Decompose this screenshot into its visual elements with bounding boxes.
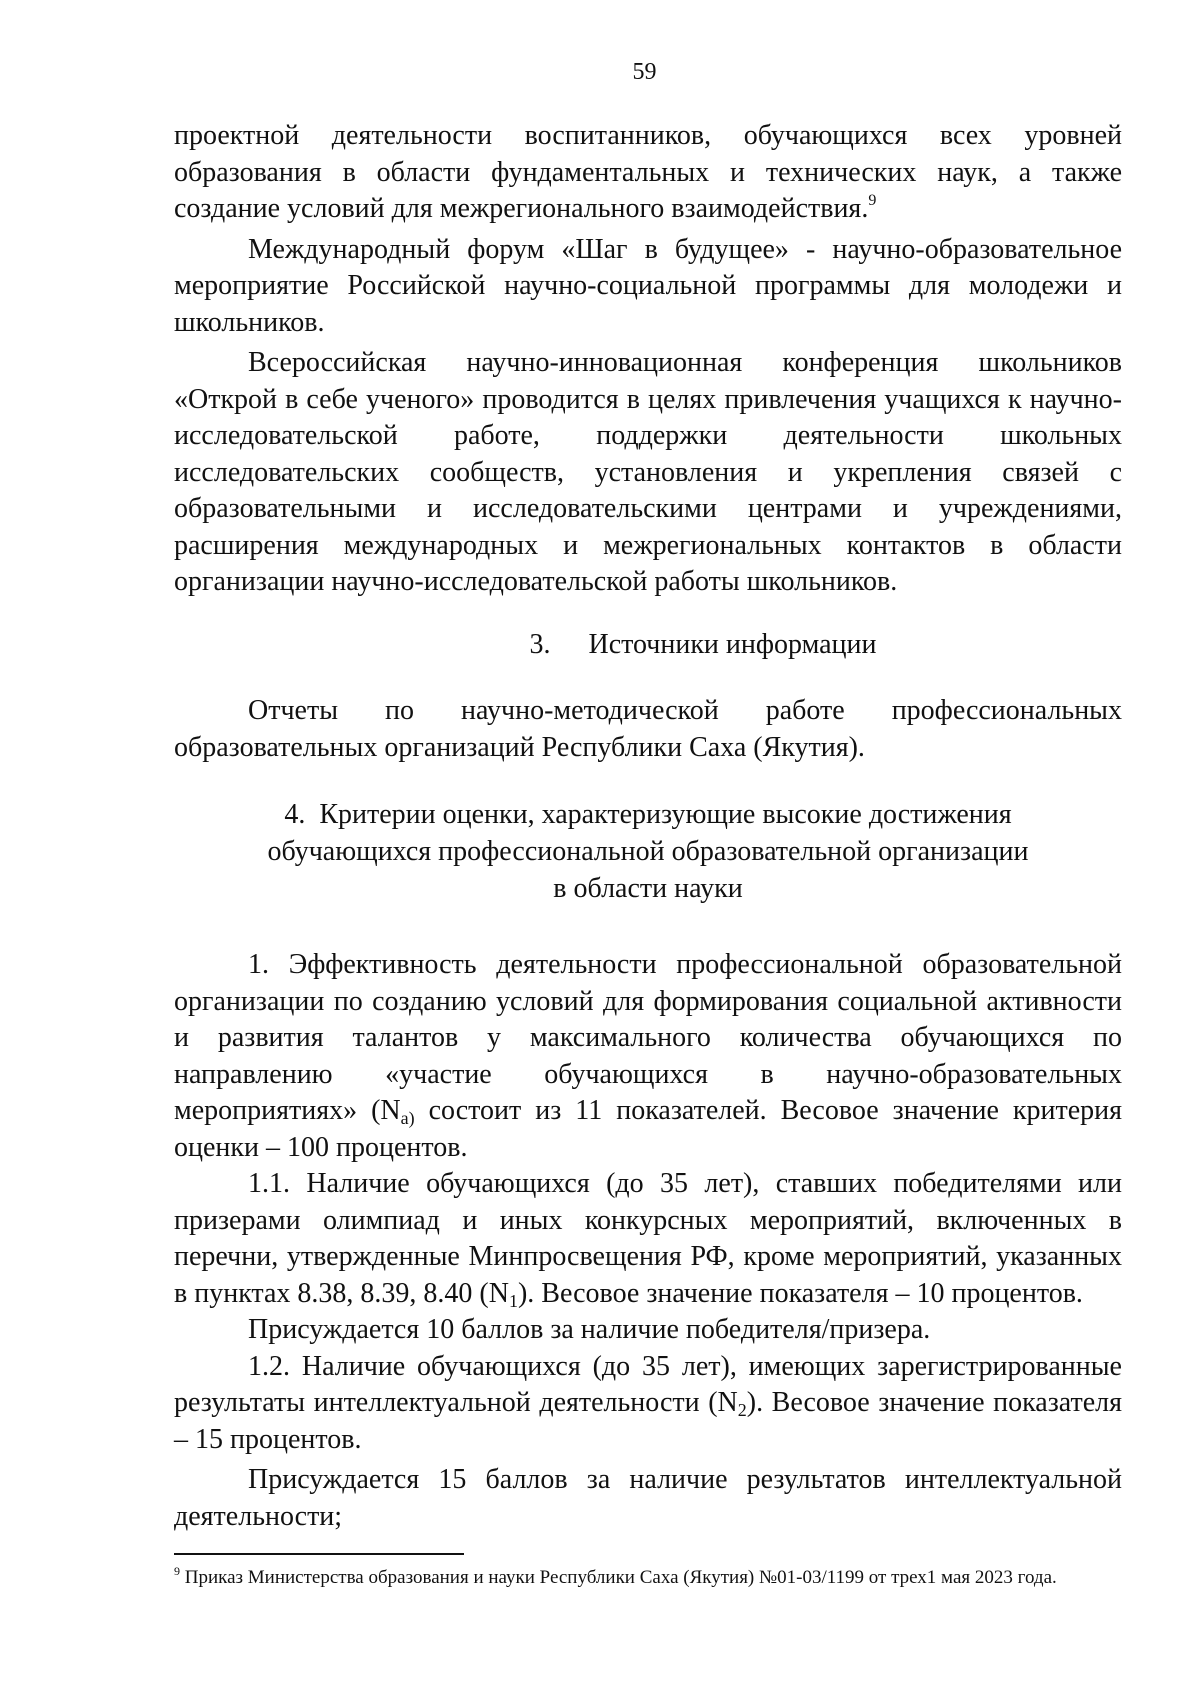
subscript: 1	[508, 1290, 518, 1311]
section-title-line: обучающихся профессиональной образовательной организации	[267, 836, 1029, 867]
footnote-reference: 9	[868, 192, 877, 209]
footnote-text: Приказ Министерства образования и науки Республики Саха (Якутия) №01-03/1199 от трех1 мая 2023 года.	[180, 1567, 1057, 1588]
paragraph-text: проектной деятельности воспитанников, обучающихся всех уровней образования в области фундаментальных и технических наук, а также создание условий для межрегионального взаимодействия.	[174, 120, 1122, 224]
subscript: a)	[400, 1108, 415, 1128]
section-heading-criteria	[174, 796, 1122, 907]
section-title: Источники информации	[588, 628, 877, 660]
section-number: 4.	[284, 799, 306, 830]
paragraph-forum: Международный форум «Шаг в будущее» - научно-образовательное мероприятие Российской научно-социальной программы для молодежи и школьников.	[174, 233, 1122, 338]
paragraph-sources: Отчеты по научно-методической работе профессиональных образовательных организаций Республики Саха (Якутия).	[174, 695, 1122, 763]
paragraph-indicator-1-1: 1.1. Наличие обучающихся (до 35 лет), ставших победителями или призерами олимпиад и иных конкурсных мероприятий, включенных в перечни, утвержденные Минпросвещения РФ, кроме мероприятий, указанных в пунктах 8.38, 8.39, 8.40 $(N_1)$. Весовое значение показателя – 10 процентов.	[174, 1168, 1122, 1311]
footnote-marker: 9	[174, 1564, 180, 1578]
footnote	[174, 1566, 1134, 1590]
page-number: 59	[632, 59, 657, 85]
section-heading-sources	[174, 627, 1122, 664]
paragraph-award-2: Присуждается 15 баллов за наличие результатов интеллектуальной деятельности;	[174, 1464, 1122, 1532]
paragraph-indicator-1-2: 1.2. Наличие обучающихся (до 35 лет), имеющих зарегистрированные результаты интеллектуальной деятельности $(N_2)$. Весовое значение показателя – 15 процентов.	[174, 1350, 1122, 1455]
section-number: 3.	[529, 628, 551, 660]
document-body	[174, 118, 1122, 1535]
footnote-separator	[174, 1553, 464, 1555]
paragraph-award-1: Присуждается 10 баллов за наличие победителя/призера.	[248, 1314, 931, 1345]
subscript: 2	[737, 1400, 747, 1420]
paragraph-conference: Всероссийская научно-инновационная конференция школьников «Открой в себе ученого» проводится в целях привлечения учащихся к научно-исследовательской работе, поддержки деятельности школьных исследовательских сообществ, установления и укрепления связей с образовательными и исследовательскими центрами и учреждениями, расширения международных и межрегиональных контактов в области организации научно-исследовательской работы школьников.	[174, 347, 1122, 597]
paragraph-criterion-1: 1. Эффективность деятельности профессиональной образовательной организации по созданию условий для формирования социальной активности и развития талантов у максимального количества обучающихся по направлению «участие обучающихся в научно-образовательных мероприятиях» ($N_{a)}$ состоит из 11 показателей. Весовое значение критерия оценки – 100 процентов.	[174, 949, 1123, 1163]
paragraph-continuation	[174, 118, 1122, 228]
section-title-line: 4. Критерии оценки, характеризующие высокие достижения	[284, 799, 1012, 830]
section-title-line: в области науки	[553, 873, 743, 904]
